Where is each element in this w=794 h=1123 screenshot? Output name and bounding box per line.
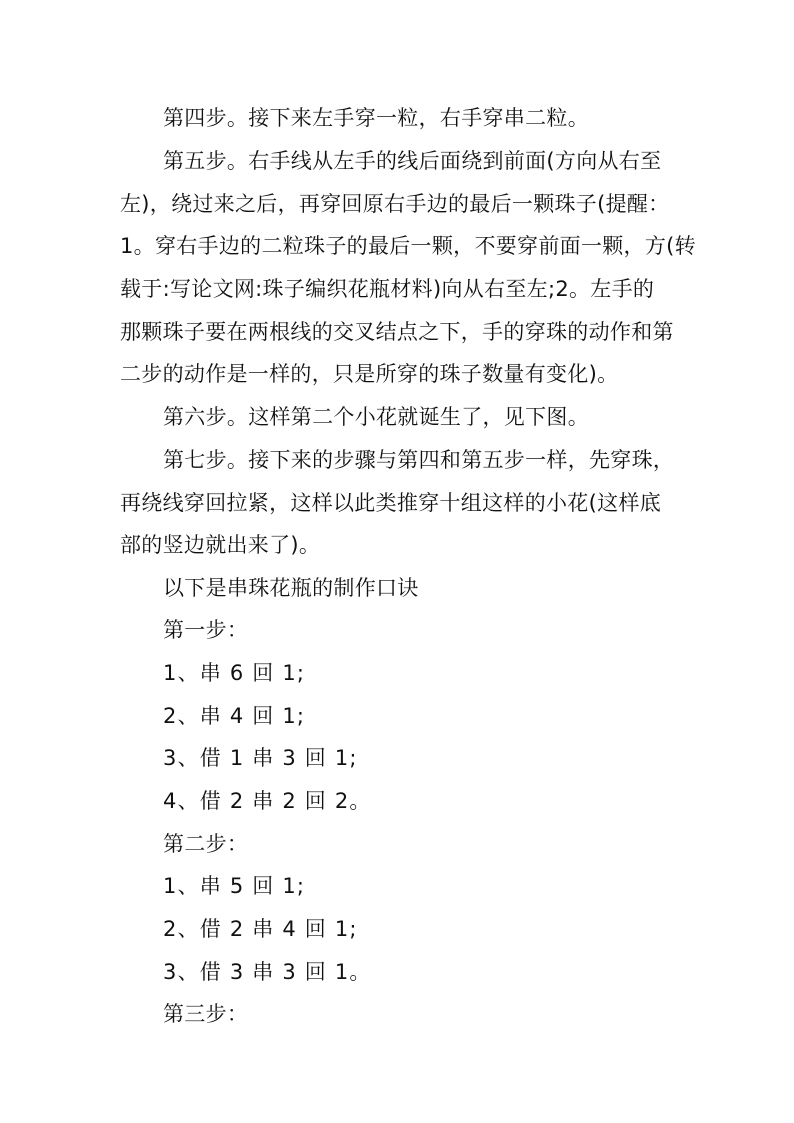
mnemonic-step1-item1: 1、串 6 回 1; — [163, 661, 306, 685]
paragraph-step5-line2: 左)，绕过来之后，再穿回原右手边的最后一颗珠子(提醒： — [120, 192, 670, 216]
mnemonic-step2-item2: 2、借 2 串 4 回 1; — [163, 917, 358, 941]
mnemonic-step1-item2: 2、串 4 回 1; — [163, 704, 306, 728]
paragraph-step6: 第六步。这样第二个小花就诞生了，见下图。 — [163, 405, 589, 429]
section-heading-mnemonic: 以下是串珠花瓶的制作口诀 — [163, 576, 419, 600]
paragraph-step5-line1: 第五步。右手线从左手的线后面绕到前面(方向从右至 — [163, 149, 662, 173]
paragraph-step7-line2: 再绕线穿回拉紧，这样以此类推穿十组这样的小花(这样底 — [120, 491, 661, 515]
mnemonic-step1-item4: 4、借 2 串 2 回 2。 — [163, 789, 372, 813]
paragraph-step5-line5: 那颗珠子要在两根线的交叉结点之下，手的穿珠的动作和第 — [120, 320, 674, 344]
mnemonic-step1-item3: 3、借 1 串 3 回 1; — [163, 746, 358, 770]
mnemonic-step2-item3: 3、借 3 串 3 回 1。 — [163, 960, 372, 984]
paragraph-step5-line6: 二步的动作是一样的，只是所穿的珠子数量有变化)。 — [120, 362, 619, 386]
mnemonic-step2-item1: 1、串 5 回 1; — [163, 874, 306, 898]
mnemonic-step3-heading: 第三步： — [163, 1002, 249, 1026]
paragraph-step4: 第四步。接下来左手穿一粒，右手穿串二粒。 — [163, 106, 589, 130]
paragraph-step7-line1: 第七步。接下来的步骤与第四和第五步一样，先穿珠， — [163, 448, 675, 472]
paragraph-step5-line3: 1。穿右手边的二粒珠子的最后一颗，不要穿前面一颗，方(转 — [120, 234, 696, 258]
paragraph-step5-line4: 载于:写论文网:珠子编织花瓶材料)向从右至左;2。左手的 — [120, 277, 655, 301]
paragraph-step7-line3: 部的竖边就出来了)。 — [120, 533, 321, 557]
mnemonic-step2-heading: 第二步： — [163, 832, 249, 856]
mnemonic-step1-heading: 第一步： — [163, 618, 249, 642]
